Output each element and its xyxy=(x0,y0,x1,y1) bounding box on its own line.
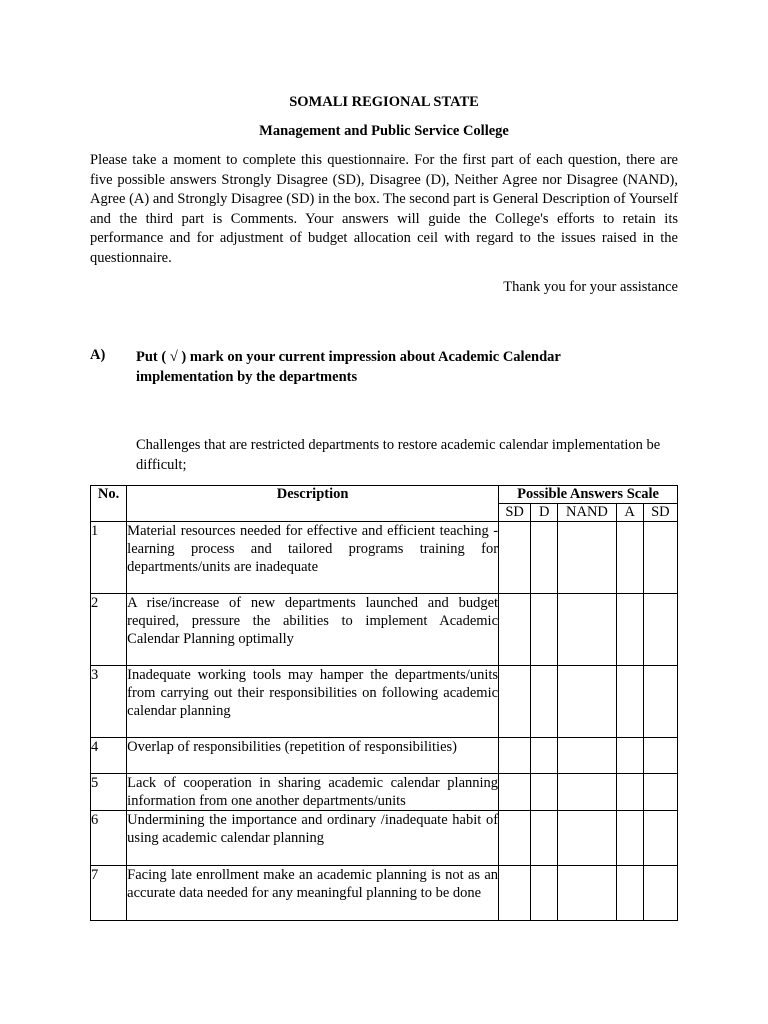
answer-cell-sd-2[interactable] xyxy=(643,666,677,738)
row-description: Facing late enrollment make an academic planning is not as an accurate data needed for any meaningful planning to be done xyxy=(127,866,499,921)
scale-label-a: A xyxy=(616,504,643,522)
answer-cell-sd-2[interactable] xyxy=(643,594,677,666)
scale-label-nand: NAND xyxy=(558,504,616,522)
row-description: Material resources needed for effective and efficient teaching - learning process and tailored programs training for departments/units are inadequate xyxy=(127,522,499,594)
column-header-scale: Possible Answers Scale xyxy=(499,486,678,504)
answer-cell-sd[interactable] xyxy=(499,774,531,811)
answer-cell-sd[interactable] xyxy=(499,594,531,666)
answer-cell-sd[interactable] xyxy=(499,522,531,594)
answer-cell-sd[interactable] xyxy=(499,666,531,738)
answer-cell-a[interactable] xyxy=(616,866,643,921)
thanks-line: Thank you for your assistance xyxy=(503,279,678,295)
table-row xyxy=(91,594,678,666)
answer-cell-a[interactable] xyxy=(616,738,643,774)
answer-cell-sd[interactable] xyxy=(499,738,531,774)
answer-cell-sd[interactable] xyxy=(499,866,531,921)
table-row xyxy=(91,774,678,811)
row-number: 4 xyxy=(91,738,127,774)
answer-cell-sd[interactable] xyxy=(499,811,531,866)
answer-cell-a[interactable] xyxy=(616,666,643,738)
answer-cell-d[interactable] xyxy=(531,522,558,594)
college-heading: Management and Public Service College xyxy=(259,123,509,139)
row-number: 1 xyxy=(91,522,127,594)
answer-cell-nand[interactable] xyxy=(558,594,616,666)
row-number: 2 xyxy=(91,594,127,666)
answer-cell-a[interactable] xyxy=(616,594,643,666)
row-description: Undermining the importance and ordinary /inadequate habit of using academic calendar planning xyxy=(127,811,499,866)
answer-cell-d[interactable] xyxy=(531,866,558,921)
answer-cell-sd-2[interactable] xyxy=(643,866,677,921)
answer-cell-a[interactable] xyxy=(616,774,643,811)
answer-cell-sd-2[interactable] xyxy=(643,774,677,811)
scale-label-sd-2: SD xyxy=(643,504,677,522)
row-description: Overlap of responsibilities (repetition of responsibilities) xyxy=(127,738,499,774)
challenge-statement: Challenges that are restricted departments to restore academic calendar implementation be difficult; xyxy=(136,437,661,473)
row-number: 5 xyxy=(91,774,127,811)
row-number: 3 xyxy=(91,666,127,738)
answer-cell-d[interactable] xyxy=(531,774,558,811)
answer-cell-d[interactable] xyxy=(531,811,558,866)
answer-cell-d[interactable] xyxy=(531,738,558,774)
section-letter: A) xyxy=(90,347,106,363)
row-number: 6 xyxy=(91,811,127,866)
answer-cell-sd-2[interactable] xyxy=(643,738,677,774)
answer-cell-d[interactable] xyxy=(531,666,558,738)
state-heading: SOMALI REGIONAL STATE xyxy=(289,94,479,110)
scale-label-d: D xyxy=(531,504,558,522)
answer-cell-nand[interactable] xyxy=(558,774,616,811)
answer-cell-nand[interactable] xyxy=(558,522,616,594)
table-row xyxy=(91,666,678,738)
answer-cell-d[interactable] xyxy=(531,594,558,666)
answer-cell-nand[interactable] xyxy=(558,666,616,738)
scale-label-sd: SD xyxy=(499,504,531,522)
row-description: Lack of cooperation in sharing academic calendar planning information from one another departments/units xyxy=(127,775,499,809)
row-description: A rise/increase of new departments launched and budget required, pressure the abilities to implement Academic Calendar Planning optimally xyxy=(127,594,499,666)
table-row xyxy=(91,522,678,594)
answer-cell-sd-2[interactable] xyxy=(643,811,677,866)
questionnaire-table xyxy=(90,485,678,921)
table-row xyxy=(91,866,678,921)
answer-cell-nand[interactable] xyxy=(558,738,616,774)
answer-cell-nand[interactable] xyxy=(558,811,616,866)
table-row xyxy=(91,811,678,866)
column-header-no: No. xyxy=(91,486,127,522)
table-row xyxy=(91,738,678,774)
intro-paragraph: Please take a moment to complete this questionnaire. For the first part of each question, there are five possible answers Strongly Disagree (SD), Disagree (D), Neither Agree nor Disagree (NAND), Agree (A) and Strongly Disagree (SD) in the box. The second part is General Description of Yourself and the third part is Comments. Your answers will guide the College's efforts to retain its performance and for adjustment of budget allocation ceil with regard to the issues raised in the questionnaire. xyxy=(90,152,678,266)
column-header-description: Description xyxy=(127,486,499,522)
answer-cell-nand[interactable] xyxy=(558,866,616,921)
answer-cell-a[interactable] xyxy=(616,811,643,866)
answer-cell-sd-2[interactable] xyxy=(643,522,677,594)
section-title: Put ( √ ) mark on your current impression about Academic Calendar implementation by the departments xyxy=(136,349,561,385)
row-number: 7 xyxy=(91,866,127,921)
row-description: Inadequate working tools may hamper the departments/units from carrying out their responsibilities on following academic calendar planning xyxy=(127,666,499,738)
answer-cell-a[interactable] xyxy=(616,522,643,594)
